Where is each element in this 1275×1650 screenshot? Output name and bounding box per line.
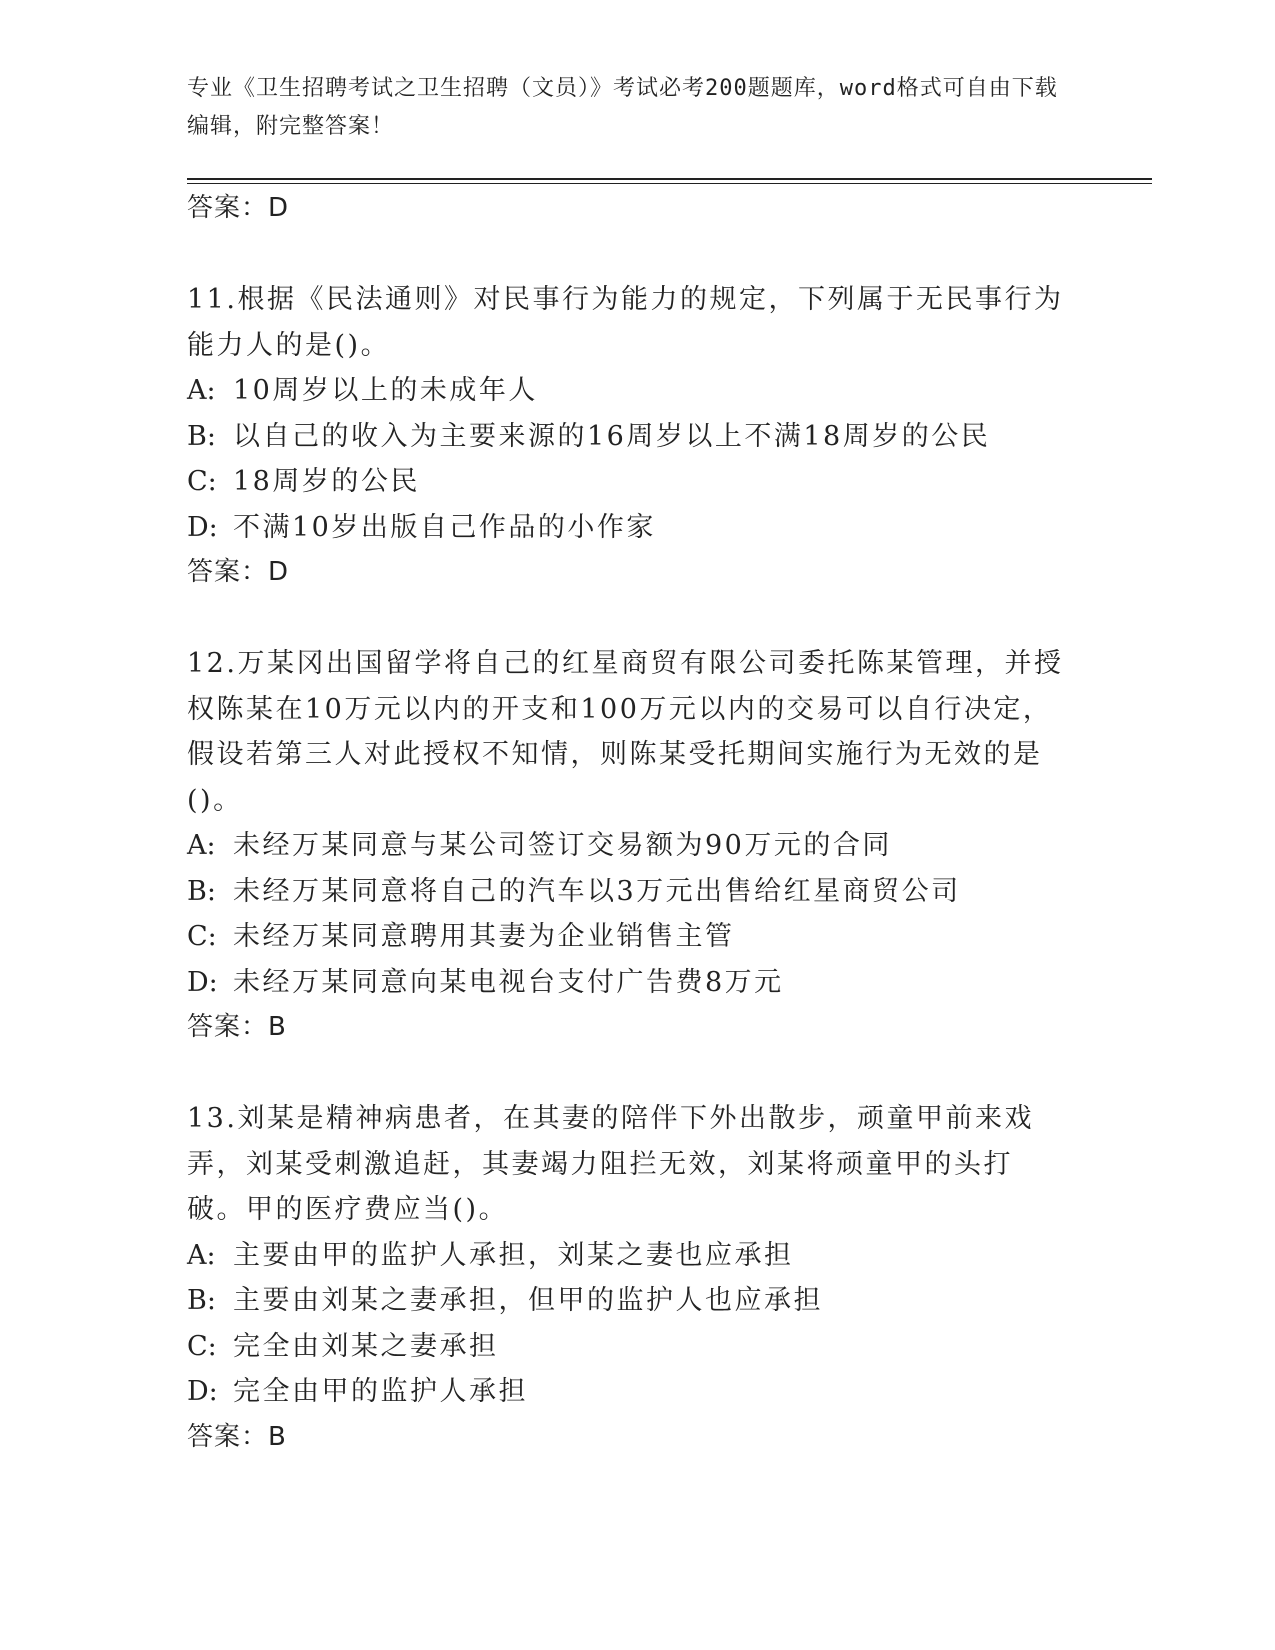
document-header <box>187 70 1067 146</box>
spacer <box>187 1050 1067 1096</box>
option-label: A: <box>187 375 216 406</box>
question-13 <box>187 1096 1067 1460</box>
option-text: 主要由甲的监护人承担，刘某之妻也应承担 <box>233 1239 794 1271</box>
option-a <box>187 368 1067 414</box>
option-text: 主要由刘某之妻承担，但甲的监护人也应承担 <box>233 1285 823 1316</box>
option-a <box>187 1233 1067 1279</box>
answer-line: 答案：B <box>187 1012 287 1042</box>
option-a <box>187 823 1067 869</box>
header-intro-text: 专业《卫生招聘考试之卫生招聘（文员）》考试必考200题题库，word格式可自由下载编辑，附完整答案！ <box>187 76 1058 139</box>
option-c <box>187 1324 1067 1370</box>
option-label: C: <box>187 1330 217 1362</box>
question-stem: 12.万某冈出国留学将自己的红星商贸有限公司委托陈某管理，并授权陈某在10万元以内的开支和100万元以内的交易可以自行决定，假设若第三人对此授权不知情，则陈某受托期间实施行为无效的是()。 <box>187 648 1064 816</box>
option-text: 18周岁的公民 <box>233 466 420 497</box>
option-label: B: <box>187 1285 216 1316</box>
option-label: A: <box>187 1239 216 1271</box>
header-rule-thick <box>187 178 1152 180</box>
option-label: B: <box>187 875 216 907</box>
option-text: 未经万某同意将自己的汽车以3万元出售给红星商贸公司 <box>233 875 961 907</box>
option-label: C: <box>187 921 217 952</box>
option-label: A: <box>187 830 216 861</box>
question-content <box>187 186 1067 1460</box>
option-d <box>187 505 1067 551</box>
option-text: 以自己的收入为主要来源的16周岁以上不满18周岁的公民 <box>233 420 991 452</box>
option-text: 未经万某同意聘用其妻为企业销售主管 <box>233 921 735 952</box>
answer-line: 答案：B <box>187 1421 287 1452</box>
option-label: D: <box>187 966 218 998</box>
option-label: B: <box>187 420 216 452</box>
option-c <box>187 459 1067 505</box>
option-text: 完全由甲的监护人承担 <box>233 1376 528 1407</box>
option-d <box>187 960 1067 1006</box>
option-text: 未经万某同意向某电视台支付广告费8万元 <box>233 966 784 998</box>
header-rule-thin <box>187 183 1152 184</box>
spacer <box>187 231 1067 277</box>
answer-line: 答案：D <box>187 193 290 223</box>
option-c <box>187 914 1067 960</box>
option-text: 完全由刘某之妻承担 <box>233 1330 499 1362</box>
option-label: D: <box>187 511 218 543</box>
option-text: 不满10岁出版自己作品的小作家 <box>233 511 656 543</box>
spacer <box>187 595 1067 641</box>
option-b <box>187 414 1067 460</box>
question-stem: 11.根据《民法通则》对民事行为能力的规定，下列属于无民事行为能力人的是()。 <box>187 284 1064 361</box>
option-text: 未经万某同意与某公司签订交易额为90万元的合同 <box>233 830 892 861</box>
option-label: C: <box>187 466 217 497</box>
question-11 <box>187 277 1067 595</box>
answer-line: 答案：D <box>187 557 290 587</box>
option-b <box>187 1278 1067 1324</box>
option-label: D: <box>187 1376 218 1407</box>
option-d <box>187 1369 1067 1415</box>
question-12 <box>187 641 1067 1050</box>
option-b <box>187 869 1067 915</box>
option-text: 10周岁以上的未成年人 <box>233 375 538 406</box>
question-stem: 13.刘某是精神病患者，在其妻的陪伴下外出散步，顽童甲前来戏弄，刘某受刺激追赶，其妻竭力阻拦无效，刘某将顽童甲的头打破。甲的医疗费应当()。 <box>187 1103 1034 1225</box>
